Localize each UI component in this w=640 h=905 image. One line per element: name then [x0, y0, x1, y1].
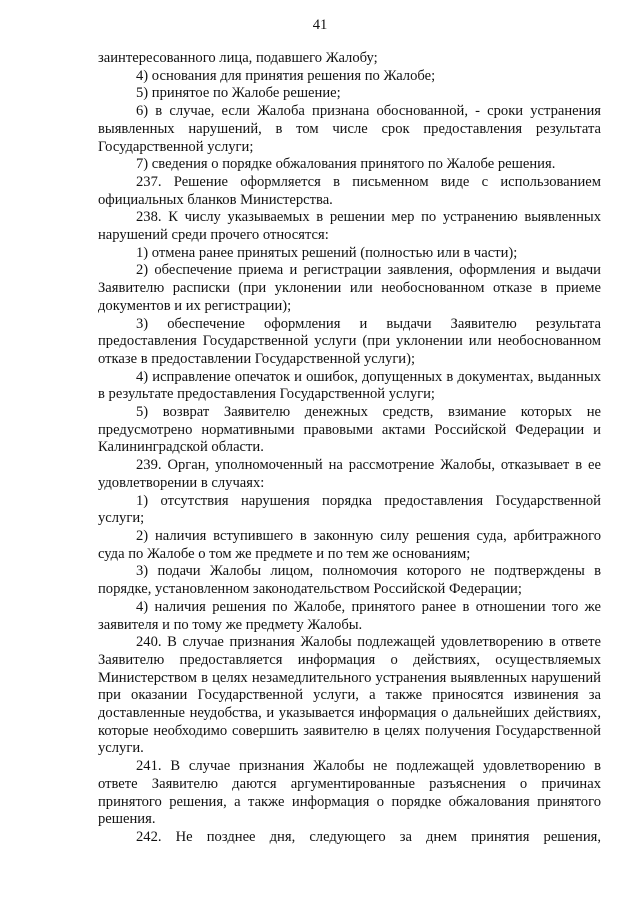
paragraph: 3) обеспечение оформления и выдачи Заявителю результата предоставления Государственной услуги (при уклонении или необоснованном отказе в предоставлении Государственной услуги);: [98, 315, 601, 367]
paragraph: заинтересованного лица, подавшего Жалобу;: [98, 50, 378, 66]
paragraph: 237. Решение оформляется в письменном виде с использованием официальных бланков Министерства.: [98, 173, 601, 208]
paragraph: 5) принятое по Жалобе решение;: [136, 85, 341, 102]
paragraph: 1) отсутствия нарушения порядка предоставления Государственной услуги;: [98, 492, 601, 527]
paragraph: 238. К числу указываемых в решении мер по устранению выявленных нарушений среди прочего относятся:: [98, 209, 601, 244]
paragraph: 7) сведения о порядке обжалования принятого по Жалобе решения.: [136, 156, 556, 173]
paragraph: 3) подачи Жалобы лицом, полномочия которого не подтверждены в порядке, установленном законодательством Российской Федерации;: [98, 563, 601, 598]
paragraph: 242. Не позднее дня, следующего за днем принятия решения,: [136, 828, 601, 845]
paragraph: 2) наличия вступившего в законную силу решения суда, арбитражного суда по Жалобе о том же предмете и по тем же основаниям;: [98, 527, 601, 562]
paragraph: 5) возврат Заявителю денежных средств, взимание которых не предусмотрено нормативными правовыми актами Российской Федерации и Калининградской области.: [98, 404, 601, 456]
paragraph: 4) основания для принятия решения по Жалобе;: [136, 67, 436, 84]
paragraph: 2) обеспечение приема и регистрации заявления, оформления и выдачи Заявителю расписки (при уклонении или необоснованном отказе в приеме документов и их регистрации);: [98, 262, 601, 314]
paragraph: 240. В случае признания Жалобы подлежащей удовлетворению в ответе Заявителю предоставляется информация о действиях, осуществляемых Министерством в целях незамедлительного устранения выявленных нарушений при оказании Государственной услуги, а также приносятся извинения за доставленные неудобства, и указывается информация о дальнейших действиях, которые необходимо совершить заявителю в целях получения Государственной услуги.: [98, 634, 601, 757]
paragraph: 4) исправление опечаток и ошибок, допущенных в документах, выданных в результате предоставления Государственной услуги;: [98, 368, 601, 403]
paragraph: 1) отмена ранее принятых решений (полностью или в части);: [136, 244, 518, 261]
document-body: [98, 50, 601, 847]
paragraph: 239. Орган, уполномоченный на рассмотрение Жалобы, отказывает в ее удовлетворении в случаях:: [98, 457, 601, 491]
paragraph: 241. В случае признания Жалобы не подлежащей удовлетворению в ответе Заявителю даются аргументированные разъяснения о причинах принятого решения, а также информация о порядке обжалования принятого решения.: [98, 758, 601, 828]
paragraph: 6) в случае, если Жалоба признана обоснованной, - сроки устранения выявленных нарушений, в том числе срок предоставления результата Государственной услуги;: [98, 103, 601, 155]
page-number: 41: [312, 17, 328, 33]
paragraph: 4) наличия решения по Жалобе, принятого ранее в отношении того же заявителя и по тому же предмету Жалобы.: [98, 598, 601, 633]
